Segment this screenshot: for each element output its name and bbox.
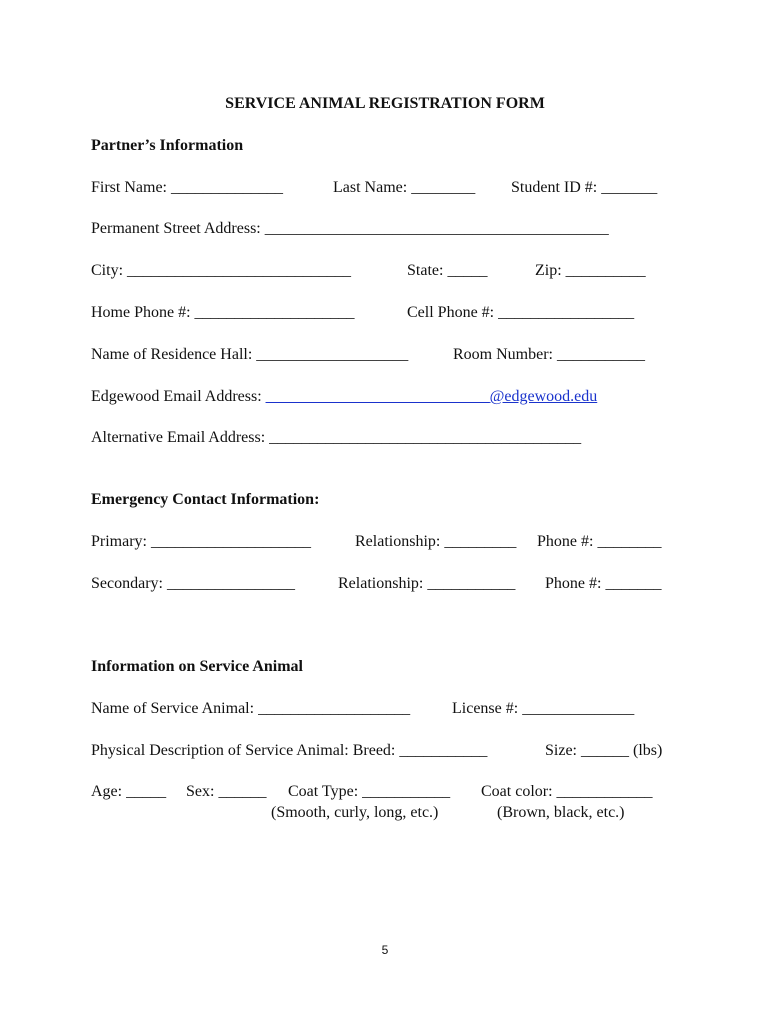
edgewood-email-blank[interactable]: ____________________________ bbox=[265, 388, 490, 405]
coat-type-field[interactable]: Coat Type: ___________ bbox=[288, 783, 451, 800]
room-number-field[interactable]: Room Number: ___________ bbox=[453, 346, 645, 363]
coat-color-field[interactable]: Coat color: ____________ bbox=[481, 783, 653, 800]
form-title: SERVICE ANIMAL REGISTRATION FORM bbox=[225, 95, 545, 112]
partner-info-heading: Partner’s Information bbox=[91, 137, 244, 154]
age-field[interactable]: Age: _____ bbox=[91, 783, 167, 800]
street-address-field[interactable]: Permanent Street Address: ___________________________________________ bbox=[91, 220, 609, 237]
primary-relationship-field[interactable]: Relationship: _________ bbox=[355, 533, 517, 550]
coat-type-hint: (Smooth, curly, long, etc.) bbox=[271, 804, 439, 821]
service-animal-heading: Information on Service Animal bbox=[91, 658, 303, 675]
secondary-phone-field[interactable]: Phone #: _______ bbox=[545, 575, 662, 592]
edgewood-email-label: Edgewood Email Address: bbox=[91, 388, 266, 405]
home-phone-field[interactable]: Home Phone #: ____________________ bbox=[91, 304, 355, 321]
page-number: 5 bbox=[381, 943, 389, 957]
license-field[interactable]: License #: ______________ bbox=[452, 700, 635, 717]
breed-field[interactable]: Physical Description of Service Animal: Breed: ___________ bbox=[91, 742, 488, 759]
first-name-field[interactable]: First Name: ______________ bbox=[91, 179, 283, 196]
last-name-field[interactable]: Last Name: ________ bbox=[333, 179, 476, 196]
primary-contact-field[interactable]: Primary: ____________________ bbox=[91, 533, 311, 550]
zip-field[interactable]: Zip: __________ bbox=[535, 262, 646, 279]
primary-phone-field[interactable]: Phone #: ________ bbox=[537, 533, 662, 550]
coat-color-hint: (Brown, black, etc.) bbox=[497, 804, 625, 821]
edgewood-email-domain-link[interactable]: @edgewood.edu bbox=[489, 388, 598, 405]
sex-field[interactable]: Sex: ______ bbox=[186, 783, 267, 800]
secondary-contact-field[interactable]: Secondary: ________________ bbox=[91, 575, 295, 592]
city-field[interactable]: City: ____________________________ bbox=[91, 262, 352, 279]
residence-hall-field[interactable]: Name of Residence Hall: ___________________ bbox=[91, 346, 409, 363]
state-field[interactable]: State: _____ bbox=[407, 262, 488, 279]
size-field[interactable]: Size: ______ (lbs) bbox=[545, 742, 663, 759]
alt-email-field[interactable]: Alternative Email Address: _______________________________________ bbox=[91, 429, 582, 446]
student-id-field[interactable]: Student ID #: _______ bbox=[511, 179, 658, 196]
edgewood-email-field[interactable] bbox=[91, 387, 597, 407]
emergency-contact-heading: Emergency Contact Information: bbox=[91, 491, 320, 508]
animal-name-field[interactable]: Name of Service Animal: ___________________ bbox=[91, 700, 411, 717]
secondary-relationship-field[interactable]: Relationship: ___________ bbox=[338, 575, 516, 592]
cell-phone-field[interactable]: Cell Phone #: _________________ bbox=[407, 304, 635, 321]
